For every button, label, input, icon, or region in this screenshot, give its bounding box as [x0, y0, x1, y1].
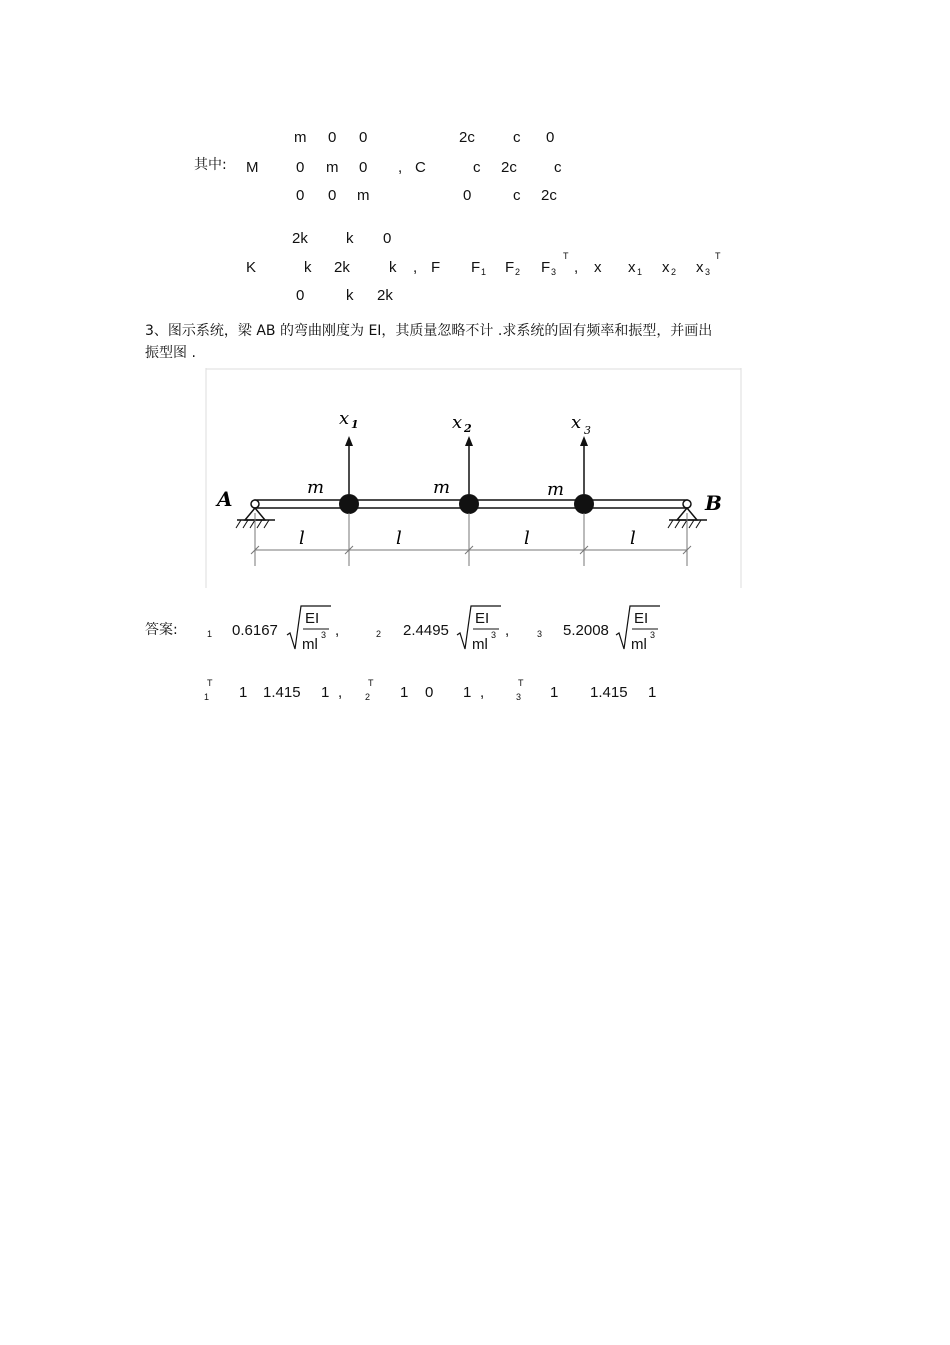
- freq-coefficient: 0.6167: [232, 622, 278, 639]
- mass-label: m: [307, 477, 325, 498]
- span-label: l: [524, 528, 530, 549]
- where-label: 其中:: [194, 157, 227, 173]
- matrix-m-cell: 0: [328, 187, 337, 204]
- lumped-mass: [574, 494, 594, 514]
- matrix-k-cell: 2k: [292, 230, 308, 247]
- disp-component: x: [696, 259, 704, 276]
- coordinate-arrow: [465, 436, 473, 494]
- matrix-m-cell: 0: [296, 187, 305, 204]
- mass-label: m: [433, 477, 451, 498]
- fraction-exponent: 3: [491, 630, 497, 640]
- coordinate-arrow: [345, 436, 353, 494]
- matrix-m-cell: m: [357, 187, 370, 204]
- matrix-c-cell: 0: [546, 129, 555, 146]
- disp-component: x: [662, 259, 670, 276]
- fraction-denominator: ml: [302, 636, 318, 653]
- mode-component: 1: [400, 684, 409, 701]
- fraction-exponent: 3: [650, 630, 656, 640]
- matrix-k-cell: 0: [383, 230, 392, 247]
- fraction-denominator: ml: [631, 636, 647, 653]
- mode-component: 1: [463, 684, 472, 701]
- matrix-k-cell: 2k: [377, 287, 393, 304]
- separator-comma: ,: [335, 622, 340, 639]
- fraction-numerator: EI: [475, 610, 490, 627]
- matrix-c-cell: 0: [463, 187, 472, 204]
- mode-component: 1.415: [590, 684, 628, 701]
- freq-coefficient: 2.4495: [403, 622, 449, 639]
- matrix-c-symbol: C: [415, 159, 426, 176]
- support-label-a: A: [217, 487, 233, 511]
- lumped-mass: [339, 494, 359, 514]
- freq-subscript: 3: [537, 629, 543, 639]
- separator-comma: ,: [574, 259, 579, 276]
- disp-component: x: [628, 259, 636, 276]
- lumped-mass: [459, 494, 479, 514]
- mode-subscript: 2: [365, 692, 371, 702]
- separator-comma: ,: [480, 684, 485, 701]
- matrix-c-cell: 2c: [459, 129, 475, 146]
- disp-transpose: T: [715, 251, 721, 261]
- separator-comma: ,: [505, 622, 510, 639]
- matrix-k-cell: k: [346, 287, 354, 304]
- matrix-c-cell: c: [554, 159, 562, 176]
- span-label: l: [396, 528, 402, 549]
- coord-subscript: 1: [351, 418, 359, 431]
- matrix-k-cell: k: [389, 259, 397, 276]
- force-vector-symbol: F: [431, 259, 441, 276]
- fraction-denominator: ml: [472, 636, 488, 653]
- answer-label: 答案:: [145, 622, 178, 638]
- force-component: F: [541, 259, 551, 276]
- force-subscript: 2: [515, 267, 521, 277]
- coordinate-arrow: [580, 436, 588, 494]
- force-component: F: [505, 259, 515, 276]
- matrix-k-symbol: K: [246, 259, 257, 276]
- problem-text-line1: 3、图示系统，梁 AB 的弯曲刚度为 EI，其质量忽略不计 .求系统的固有频率和振型，并画出: [145, 323, 713, 339]
- force-subscript: 1: [481, 267, 487, 277]
- matrix-k-cell: 2k: [334, 259, 350, 276]
- coord-label: x: [452, 412, 463, 433]
- matrix-c-cell: 2c: [501, 159, 517, 176]
- mode-subscript: 3: [516, 692, 522, 702]
- matrix-m-cell: 0: [359, 159, 368, 176]
- matrix-c-cell: c: [473, 159, 481, 176]
- coord-label: x: [571, 412, 582, 433]
- matrix-m-cell: 0: [296, 159, 305, 176]
- fraction-numerator: EI: [634, 610, 649, 627]
- disp-vector-symbol: x: [594, 259, 602, 276]
- mode-transpose: T: [207, 678, 213, 688]
- separator-comma: ,: [413, 259, 418, 276]
- mode-component: 1: [321, 684, 330, 701]
- freq-subscript: 2: [376, 629, 382, 639]
- mode-transpose: T: [368, 678, 374, 688]
- fraction-numerator: EI: [305, 610, 320, 627]
- force-component: F: [471, 259, 481, 276]
- freq-coefficient: 5.2008: [563, 622, 609, 639]
- support-label-b: B: [705, 491, 722, 515]
- beam-figure: [205, 368, 742, 588]
- span-label: l: [630, 528, 636, 549]
- force-transpose: T: [563, 251, 569, 261]
- matrix-m-cell: m: [326, 159, 339, 176]
- span-label: l: [299, 528, 305, 549]
- freq-subscript: 1: [207, 629, 213, 639]
- disp-subscript: 3: [705, 267, 711, 277]
- matrix-m-cell: 0: [328, 129, 337, 146]
- disp-subscript: 1: [637, 267, 643, 277]
- coord-subscript: 3: [584, 424, 591, 437]
- mode-component: 1: [239, 684, 248, 701]
- mode-subscript: 1: [204, 692, 210, 702]
- matrix-m-symbol: M: [246, 159, 259, 176]
- matrix-k-cell: 0: [296, 287, 305, 304]
- disp-subscript: 2: [671, 267, 677, 277]
- dimension-line: [251, 513, 691, 566]
- matrix-m-cell: 0: [359, 129, 368, 146]
- force-subscript: 3: [551, 267, 557, 277]
- coord-label: x: [339, 408, 350, 429]
- mode-component: 1: [648, 684, 657, 701]
- mode-component: 1: [550, 684, 559, 701]
- mode-component: 1.415: [263, 684, 301, 701]
- mass-label: m: [547, 479, 565, 500]
- mode-component: 0: [425, 684, 434, 701]
- matrix-c-cell: c: [513, 129, 521, 146]
- matrix-m-cell: m: [294, 129, 307, 146]
- separator-comma: ,: [338, 684, 343, 701]
- mode-transpose: T: [518, 678, 524, 688]
- matrix-c-cell: 2c: [541, 187, 557, 204]
- matrix-k-cell: k: [346, 230, 354, 247]
- fraction-exponent: 3: [321, 630, 327, 640]
- separator-comma: ,: [398, 159, 403, 176]
- coord-subscript: 2: [464, 422, 472, 435]
- problem-text-line2: 振型图 .: [145, 345, 196, 361]
- matrix-k-cell: k: [304, 259, 312, 276]
- matrix-c-cell: c: [513, 187, 521, 204]
